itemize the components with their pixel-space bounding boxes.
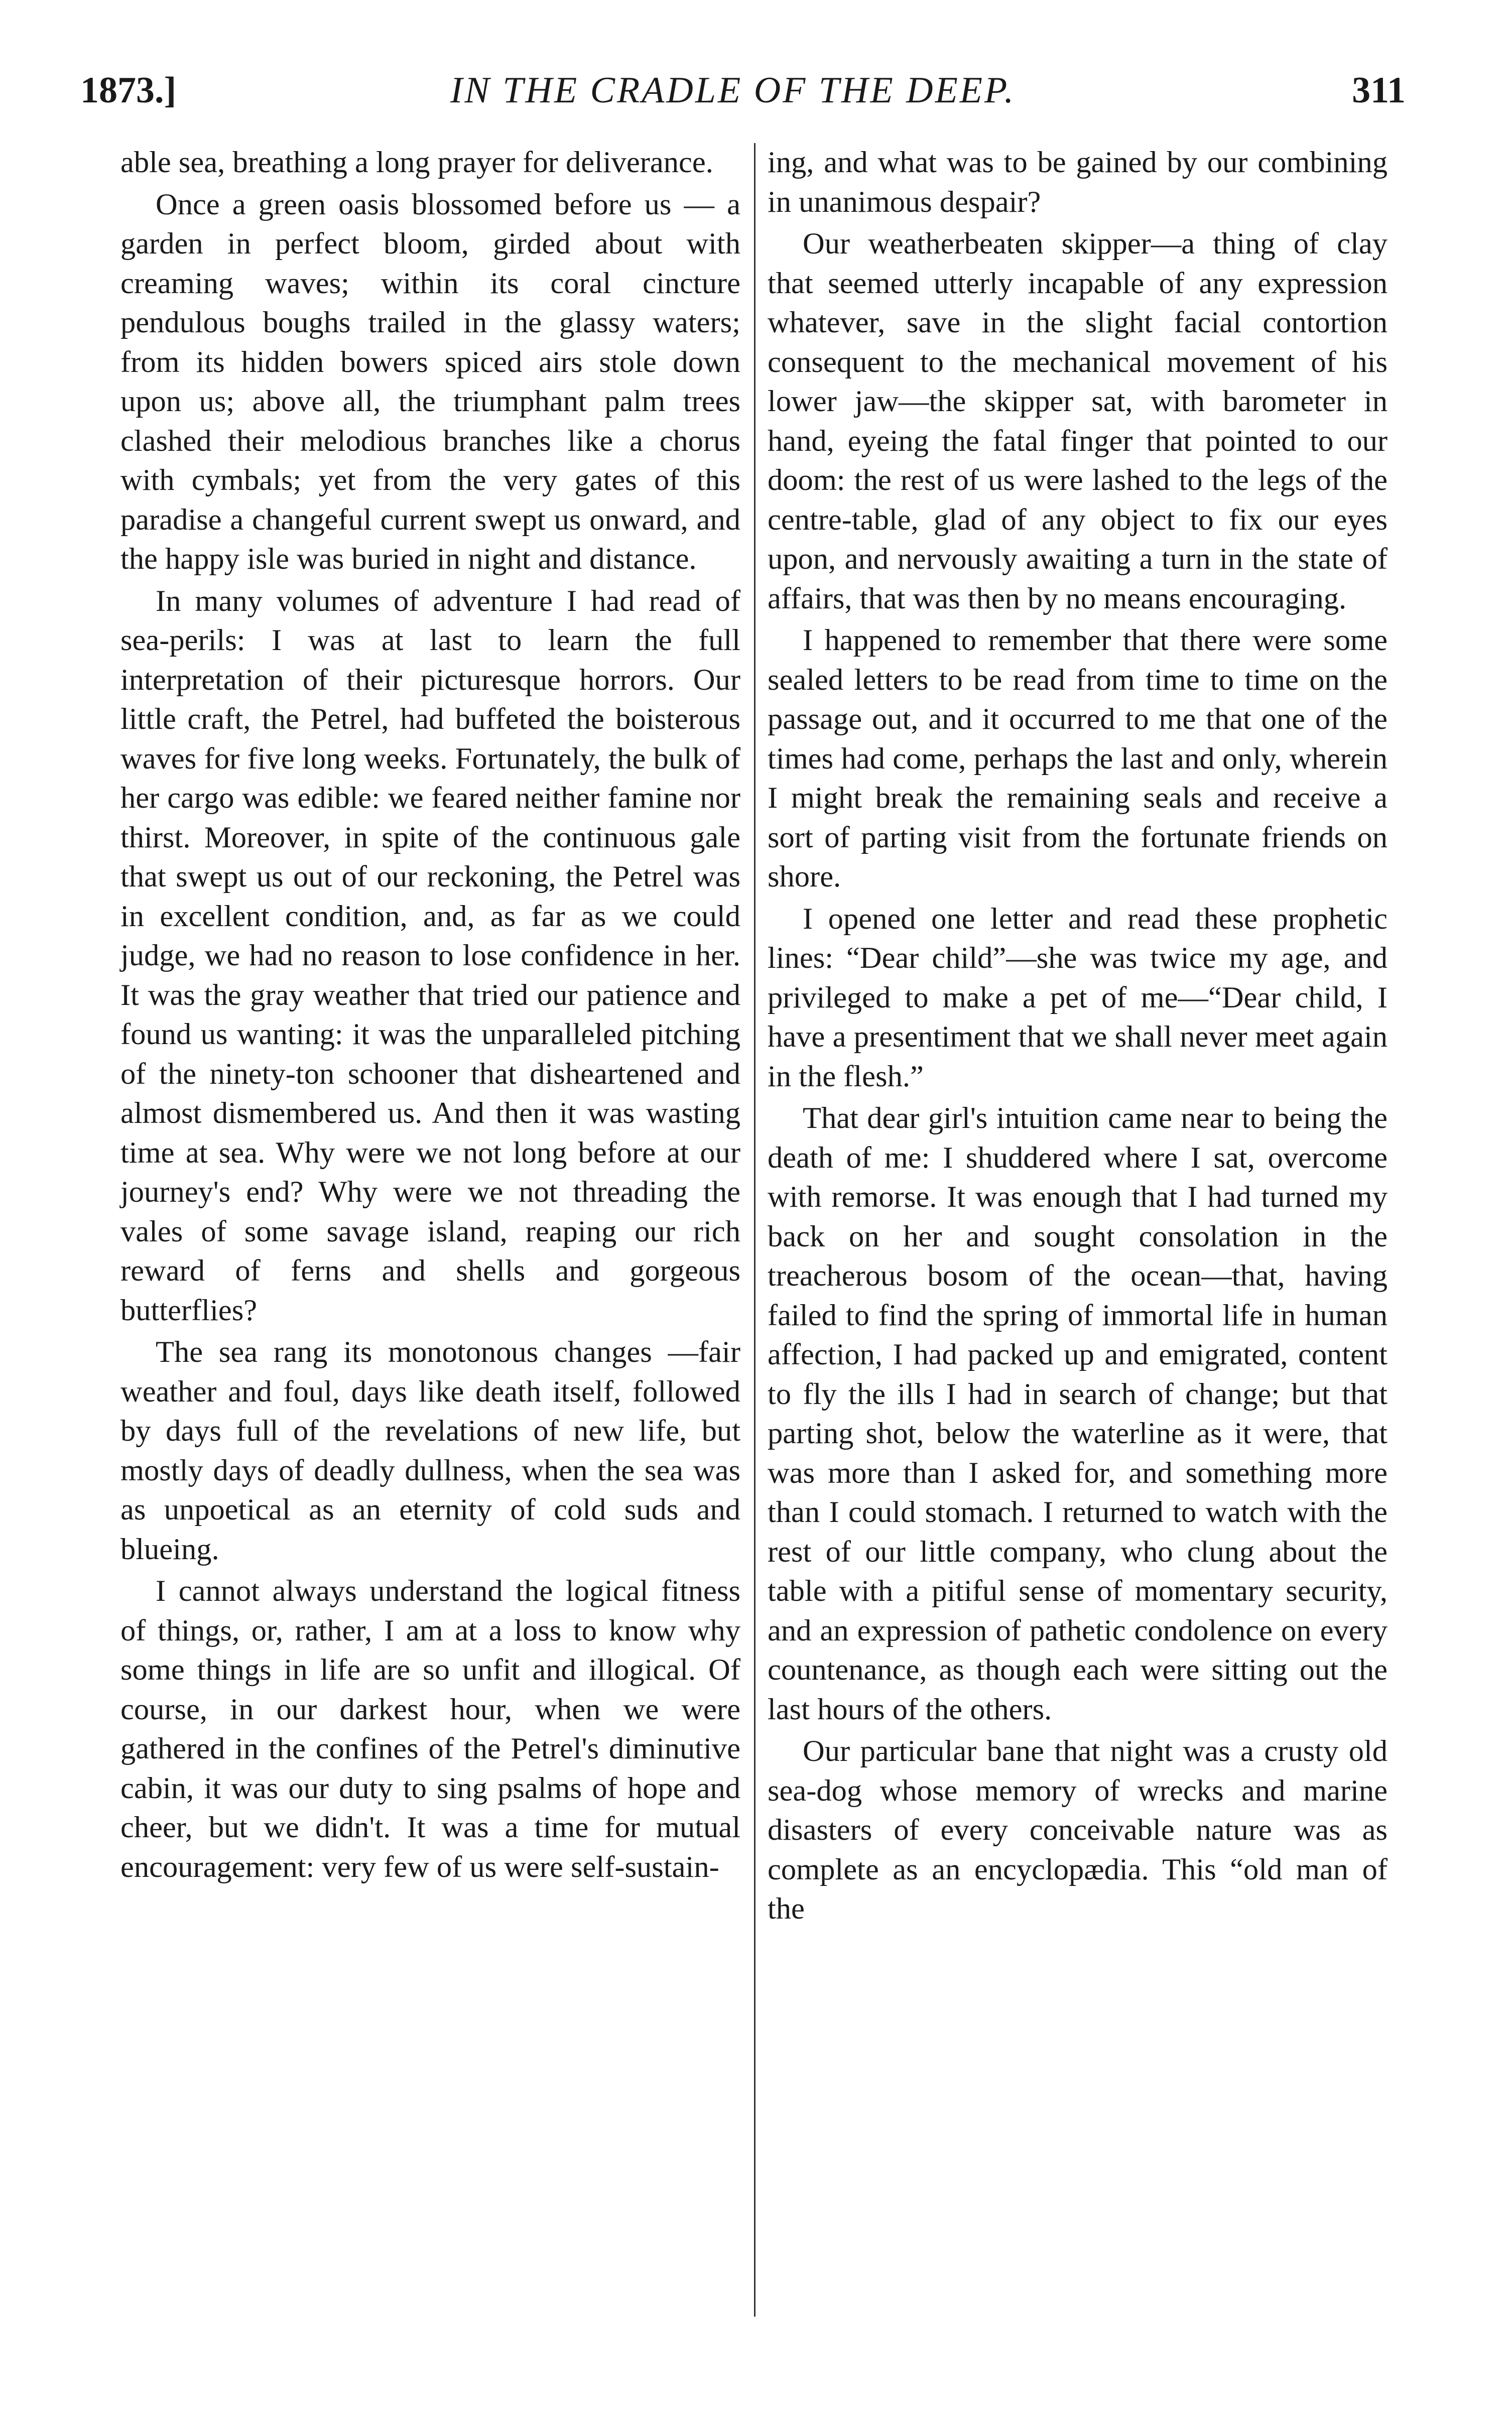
- paragraph: In many volumes of adventure I had read of sea-perils: I was at last to learn the full interpretation of their picturesque horrors. Our little craft, the Petrel, had buffeted the boisterous waves for five long weeks. Fortunately, the bulk of her cargo was edible: we feared neither famine nor thirst. Moreover, in spite of the continuous gale that swept us out of our reckoning, the Petrel was in excellent condition, and, as far as we could judge, we had no reason to lose confidence in her. It was the gray weather that tried our patience and found us wanting: it was the unparalleled pitching of the ninety-ton schooner that disheartened and almost dismembered us. And then it was wasting time at sea. Why were we not long before at our journey's end? Why were we not threading the vales of some savage island, reaping our rich reward of ferns and shells and gorgeous butterflies?: [120, 584, 740, 1327]
- paragraph: The sea rang its monotonous changes —fair weather and foul, days like death itself, followed by days full of the revelations of new life, but mostly days of deadly dullness, when the sea was as unpoetical as an eternity of cold suds and blueing.: [120, 1335, 740, 1566]
- paragraph: That dear girl's intuition came near to being the death of me: I shuddered where I sat, overcome with remorse. It was enough that I had turned my back on her and sought consolation in the treacherous bosom of the ocean—that, having failed to find the spring of immortal life in human affection, I had packed up and emigrated, content to fly the ills I had in search of change; but that parting shot, below the waterline as it were, that was more than I asked for, and something more than I could stomach. I returned to watch with the rest of our little company, who clung about the table with a pitiful sense of momentary security, and an expression of pathetic condolence on every countenance, as though each were sitting out the last hours of the others.: [768, 1101, 1388, 1726]
- column-divider: [754, 143, 755, 2317]
- header-page-number: 311: [1352, 70, 1406, 111]
- right-column: [768, 143, 1388, 1932]
- left-column: [120, 143, 740, 1889]
- paragraph: ing, and what was to be gained by our combining in unanimous despair?: [768, 146, 1388, 219]
- header-year: 1873.]: [80, 70, 177, 111]
- paragraph: Our weatherbeaten skipper—a thing of clay that seemed utterly incapable of any expression whatever, save in the slight facial contortion consequent to the mechanical movement of his lower jaw—the skipper sat, with barometer in hand, eyeing the fatal finger that pointed to our doom: the rest of us were lashed to the legs of the centre-table, glad of any object to fix our eyes upon, and nervously awaiting a turn in the state of affairs, that was then by no means encouraging.: [768, 227, 1388, 615]
- paragraph: Our particular bane that night was a crusty old sea-dog whose memory of wrecks and marine disasters of every conceivable nature was as complete as an encyclopædia. This “old man of the: [768, 1734, 1388, 1926]
- paragraph: I cannot always understand the logical fitness of things, or, rather, I am at a loss to know why some things in life are so unfit and illogical. Of course, in our darkest hour, when we were gathered in the confines of the Petrel's diminutive cabin, it was our duty to sing psalms of hope and cheer, but we didn't. It was a time for mutual encouragement: very few of us were self-sustain-: [120, 1574, 740, 1884]
- paragraph: able sea, breathing a long prayer for deliverance.: [120, 146, 713, 179]
- running-header: [60, 60, 1406, 120]
- paragraph: I happened to remember that there were some sealed letters to be read from time to time on the passage out, and it occurred to me that one of the times had come, perhaps the last and only, wherein I might break the remaining seals and receive a sort of parting visit from the fortunate friends on shore.: [768, 623, 1388, 894]
- paragraph: Once a green oasis blossomed before us — a garden in perfect bloom, girded about with creaming waves; within its coral cincture pendulous boughs trailed in the glassy waters; from its hidden bowers spiced airs stole down upon us; above all, the triumphant palm trees clashed their melodious branches like a chorus with cymbals; yet from the very gates of this paradise a changeful current swept us onward, and the happy isle was buried in night and distance.: [120, 187, 740, 576]
- paragraph: I opened one letter and read these prophetic lines: “Dear child”—she was twice my age, and privileged to make a pet of me—“Dear child, I have a presentiment that we shall never meet again in the flesh.”: [768, 902, 1388, 1093]
- header-running-title: IN THE CRADLE OF THE DEEP.: [450, 70, 1016, 111]
